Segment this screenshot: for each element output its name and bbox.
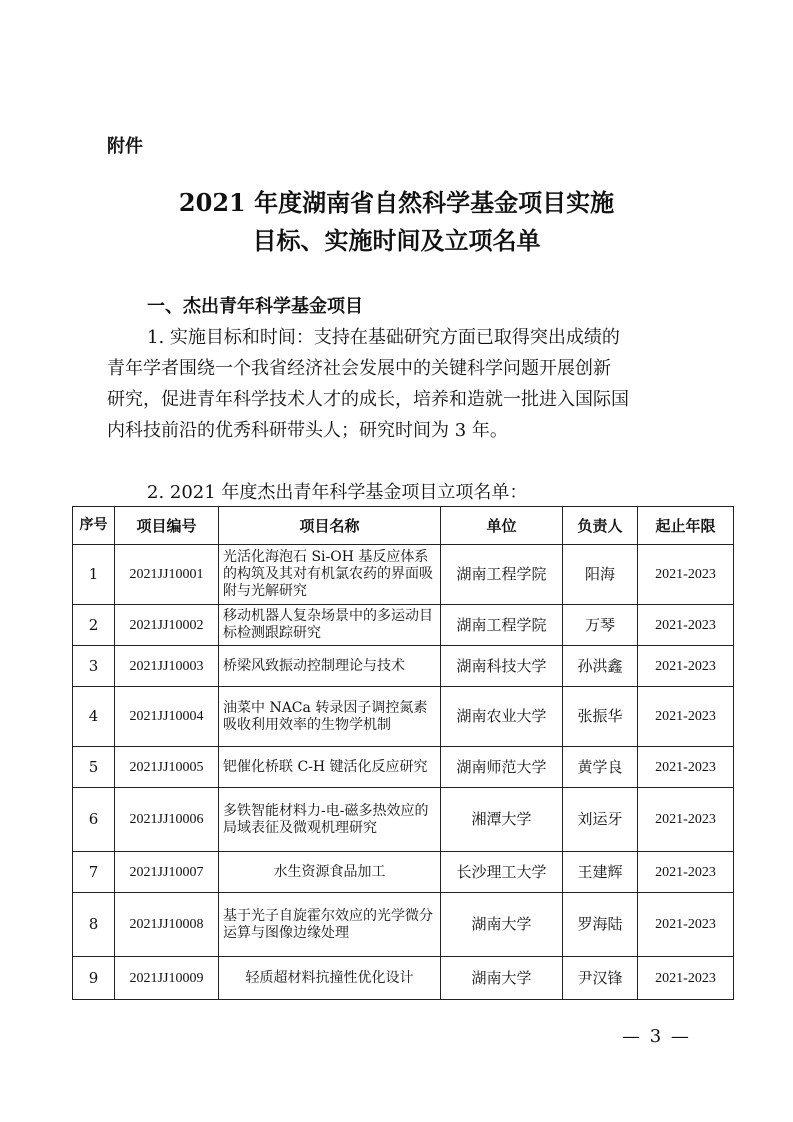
header-seq: 序号 <box>73 507 115 545</box>
cell-leader: 罗海陆 <box>563 893 638 957</box>
cell-years: 2021-2023 <box>638 605 734 646</box>
table-row <box>73 852 734 893</box>
header-leader: 负责人 <box>563 507 638 545</box>
header-name: 项目名称 <box>219 507 441 545</box>
cell-unit: 湖南工程学院 <box>441 605 563 646</box>
cell-name: 基于光子自旋霍尔效应的光学微分运算与图像边缘处理 <box>219 893 441 957</box>
cell-unit: 湖南师范大学 <box>441 747 563 788</box>
cell-years: 2021-2023 <box>638 852 734 893</box>
cell-name: 多铁智能材料力-电-磁多热效应的局域表征及微观机理研究 <box>219 788 441 852</box>
paragraph-line: 内科技前沿的优秀科研带头人；研究时间为 3 年。 <box>107 420 508 441</box>
cell-unit: 湖南大学 <box>441 957 563 1000</box>
cell-seq: 4 <box>73 687 115 747</box>
cell-code: 2021JJ10007 <box>115 852 219 893</box>
cell-leader: 张振华 <box>563 687 638 747</box>
cell-unit: 湖南大学 <box>441 893 563 957</box>
cell-unit: 长沙理工大学 <box>441 852 563 893</box>
table-row <box>73 687 734 747</box>
cell-seq: 1 <box>73 545 115 605</box>
cell-name: 移动机器人复杂场景中的多运动目标检测跟踪研究 <box>219 605 441 646</box>
cell-code: 2021JJ10005 <box>115 747 219 788</box>
table-row <box>73 747 734 788</box>
cell-code: 2021JJ10008 <box>115 893 219 957</box>
table-caption: 2. 2021 年度杰出青年科学基金项目立项名单： <box>147 482 528 503</box>
header-unit: 单位 <box>441 507 563 545</box>
cell-seq: 6 <box>73 788 115 852</box>
cell-unit: 湘潭大学 <box>441 788 563 852</box>
table-row <box>73 545 734 605</box>
section-heading: 一、杰出青年科学基金项目 <box>147 296 363 317</box>
cell-unit: 湖南农业大学 <box>441 687 563 747</box>
cell-name: 钯催化桥联 C-H 键活化反应研究 <box>219 747 441 788</box>
table-row <box>73 893 734 957</box>
cell-years: 2021-2023 <box>638 747 734 788</box>
cell-name: 光活化海泡石 Si-OH 基反应体系的构筑及其对有机氯农药的界面吸附与光解研究 <box>219 545 441 605</box>
cell-code: 2021JJ10002 <box>115 605 219 646</box>
cell-code: 2021JJ10003 <box>115 646 219 687</box>
cell-leader: 刘运牙 <box>563 788 638 852</box>
cell-leader: 万琴 <box>563 605 638 646</box>
cell-leader: 尹汉锋 <box>563 957 638 1000</box>
table-row <box>73 957 734 1000</box>
cell-code: 2021JJ10004 <box>115 687 219 747</box>
cell-leader: 孙洪鑫 <box>563 646 638 687</box>
header-code: 项目编号 <box>115 507 219 545</box>
document-title-line2: 目标、实施时间及立项名单 <box>252 226 541 255</box>
paragraph-line: 青年学者围绕一个我省经济社会发展中的关键科学问题开展创新 <box>107 358 611 379</box>
cell-code: 2021JJ10009 <box>115 957 219 1000</box>
cell-years: 2021-2023 <box>638 957 734 1000</box>
table-header-row <box>73 507 734 545</box>
cell-seq: 8 <box>73 893 115 957</box>
table-row <box>73 646 734 687</box>
paragraph-line: 1. 实施目标和时间：支持在基础研究方面已取得突出成绩的 <box>147 327 620 348</box>
cell-leader: 黄学良 <box>563 747 638 788</box>
cell-seq: 5 <box>73 747 115 788</box>
page-number: — 3 — <box>622 1026 691 1047</box>
cell-seq: 2 <box>73 605 115 646</box>
attachment-label: 附件 <box>107 136 143 157</box>
cell-name: 桥梁风致振动控制理论与技术 <box>219 646 441 687</box>
document-title-line1: 2021 年度湖南省自然科学基金项目实施 <box>178 188 615 217</box>
cell-years: 2021-2023 <box>638 788 734 852</box>
cell-leader: 阳海 <box>563 545 638 605</box>
table-row <box>73 605 734 646</box>
cell-years: 2021-2023 <box>638 893 734 957</box>
cell-name: 水生资源食品加工 <box>219 852 441 893</box>
cell-code: 2021JJ10006 <box>115 788 219 852</box>
cell-unit: 湖南科技大学 <box>441 646 563 687</box>
project-table <box>72 506 734 1000</box>
cell-code: 2021JJ10001 <box>115 545 219 605</box>
cell-name: 油菜中 NACa 转录因子调控氮素吸收利用效率的生物学机制 <box>219 687 441 747</box>
section-paragraph <box>107 322 687 446</box>
cell-leader: 王建辉 <box>563 852 638 893</box>
cell-name: 轻质超材料抗撞性优化设计 <box>219 957 441 1000</box>
cell-years: 2021-2023 <box>638 646 734 687</box>
cell-years: 2021-2023 <box>638 545 734 605</box>
cell-seq: 7 <box>73 852 115 893</box>
cell-seq: 3 <box>73 646 115 687</box>
cell-unit: 湖南工程学院 <box>441 545 563 605</box>
table-row <box>73 788 734 852</box>
cell-years: 2021-2023 <box>638 687 734 747</box>
header-years: 起止年限 <box>638 507 734 545</box>
cell-seq: 9 <box>73 957 115 1000</box>
paragraph-line: 研究，促进青年科学技术人才的成长，培养和造就一批进入国际国 <box>107 389 629 410</box>
